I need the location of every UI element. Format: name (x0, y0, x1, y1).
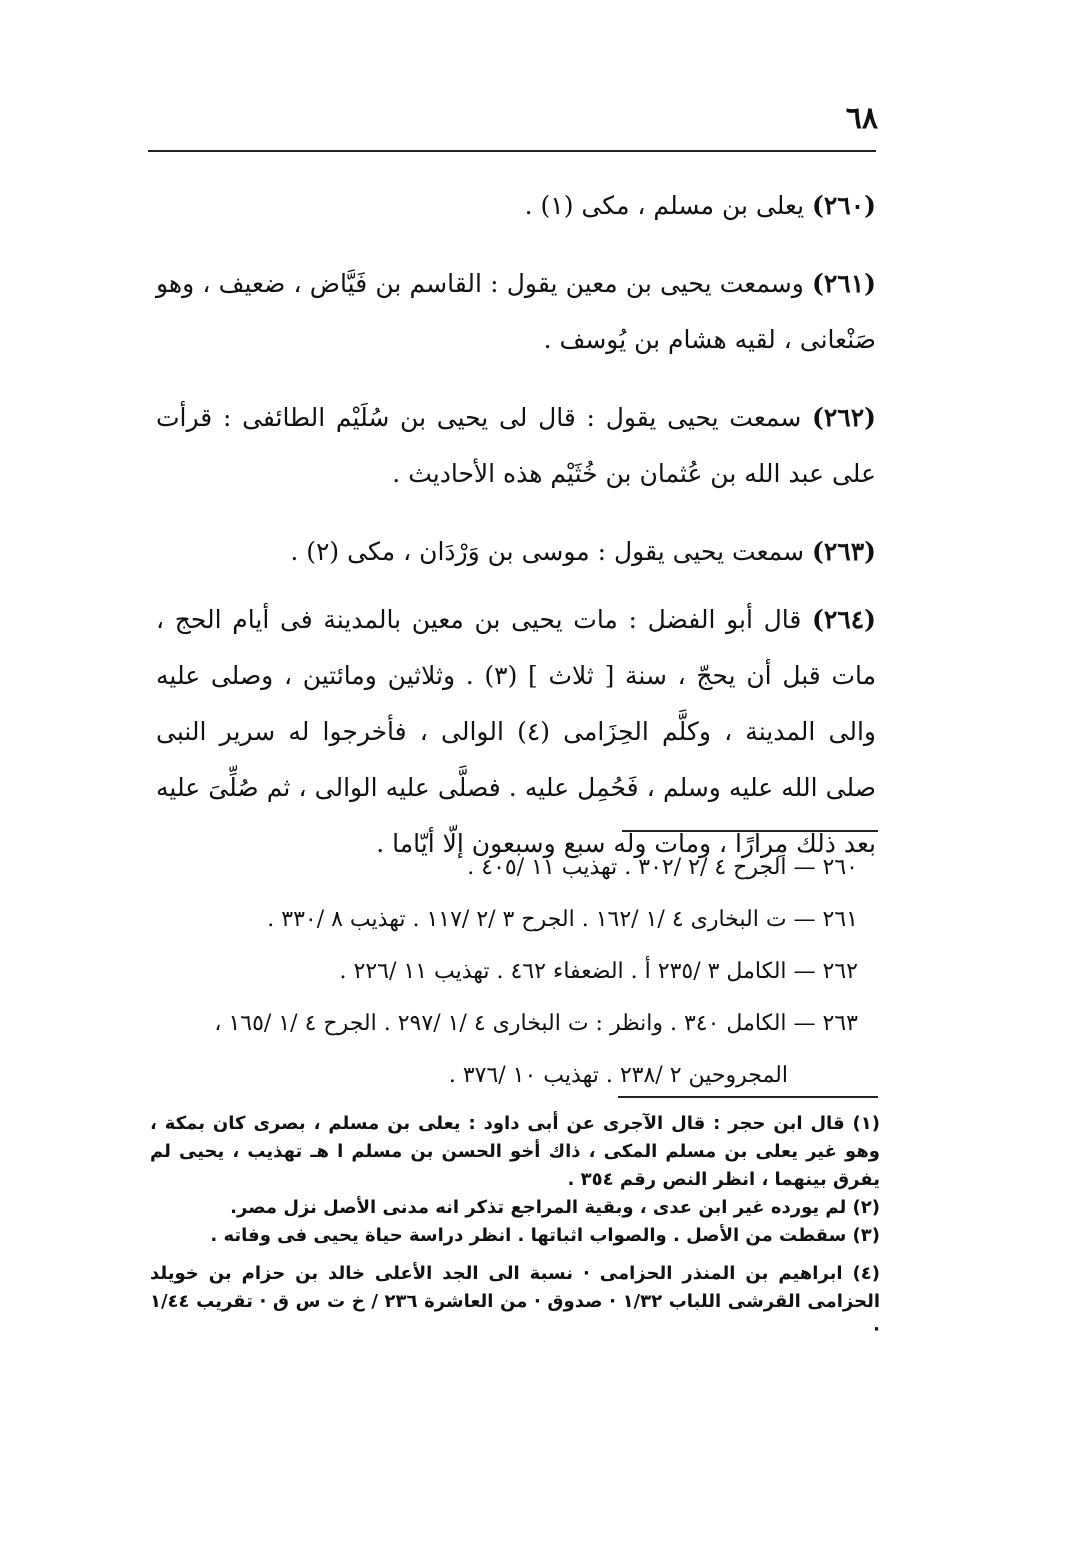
source-263: ٢٦٣ — الكامل ٣٤٠ . وانظر : ت البخارى ٤ /١ /٢٩٧ . الجرح ٤ /١ /١٦٥ ، المجروحين ٢ /٢٣٨ . تهذيب ١٠ /٣٧٦ . (158, 998, 858, 1102)
footnote-1: (١) قال ابن حجر : قال الآجرى عن أبى داود : يعلى بن مسلم ، بصرى كان بمكة ، وهو غير يعلى بن مسلم المكى ، ذاك أخو الحسن بن مسلم ا هـ تهذيب ، يحيى لم يفرق بينهما ، انظر النص رقم ٣٥٤ . (150, 1113, 880, 1190)
entry-text: وسمعت يحيى بن معين يقول : القاسم بن فَيَّاض ، ضعيف ، وهو صَنْعانى ، لقيه هشام بن يُوسف . (156, 269, 876, 354)
source-260: ٢٦٠ — الجرح ٤ /٢ /٣٠٢ . تهذيب ١١ /٤٠٥ . (467, 855, 858, 880)
footnote-2: (٢) لم يورده غير ابن عدى ، وبقية المراجع تذكر انه مدنى الأصل نزل مصر. (230, 1197, 880, 1218)
sources-list (158, 842, 858, 1102)
header-rule (148, 150, 876, 152)
source-261: ٢٦١ — ت البخارى ٤ /١ /١٦٢ . الجرح ٣ /٢ /١١٧ . تهذيب ٨ /٣٣٠ . (267, 907, 858, 932)
source-number: ٢٦١ (822, 907, 858, 932)
entry-260 (156, 178, 876, 234)
source-text-continued: المجروحين ٢ /٢٣٨ . تهذيب ١٠ /٣٧٦ . (448, 1063, 788, 1088)
footnote-3: (٣) سقطت من الأصل . والصواب اثباتها . انظر دراسة حياة يحيى فى وفاته . (210, 1225, 880, 1246)
entry-263 (156, 524, 876, 580)
entry-text: سمعت يحيى يقول : موسى بن وَرْدَان ، مكى (٢) . (290, 537, 805, 566)
source-text: الكامل ٣٤٠ . وانظر : ت البخارى ٤ /١ /٢٩٧ . الجرح ٤ /١ /١٦٥ ، (214, 1011, 787, 1036)
sources-rule (622, 830, 878, 832)
source-text: الجرح ٤ /٢ /٣٠٢ . تهذيب ١١ /٤٠٥ . (467, 855, 787, 880)
entry-262 (156, 390, 876, 502)
entry-261 (156, 256, 876, 368)
page-number: ٦٨ (845, 101, 878, 136)
entry-number: (٢٦٠) (812, 191, 876, 220)
footnote-4: (٤) ابراهيم بن المنذر الحزامى · نسبة الى الجد الأعلى خالد بن حزام بن خويلد الحزامى القرشى اللباب ١/٣٢ · صدوق · من العاشرة ٢٣٦ / خ ت س ق · تقريب ١/٤٤ · (150, 1263, 881, 1340)
source-262: ٢٦٢ — الكامل ٣ /٢٣٥ أ . الضعفاء ٤٦٢ . تهذيب ١١ /٢٢٦ . (339, 959, 858, 984)
entry-text: سمعت يحيى يقول : قال لى يحيى بن سُلَيْم الطائفى : قرأت على عبد الله بن عُثمان بن خُثَيْم هذه الأحاديث . (156, 403, 876, 488)
main-text (156, 178, 876, 894)
source-number: ٢٦٣ (822, 1011, 858, 1036)
source-text: ت البخارى ٤ /١ /١٦٢ . الجرح ٣ /٢ /١١٧ . تهذيب ٨ /٣٣٠ . (267, 907, 787, 932)
source-text: الكامل ٣ /٢٣٥ أ . الضعفاء ٤٦٢ . تهذيب ١١ /٢٢٦ . (339, 959, 787, 984)
entry-number: (٢٦١) (812, 269, 876, 298)
footnotes-rule (618, 1096, 878, 1098)
entry-number: (٢٦٤) (812, 605, 877, 634)
source-number: ٢٦٠ (822, 855, 858, 880)
entry-text: قال أبو الفضل : مات يحيى بن معين بالمدينة فى أيام الحج ، مات قبل أن يحجّ ، سنة [ ثلاث ] (٣) . وثلاثين ومائتين ، وصلى عليه والى المدينة ، وكلَّم الحِزَامى (٤) الوالى ، فأخرجوا له سرير النبى صلى الله عليه وسلم ، فَحُمِل عليه . فصلَّى عليه الوالى ، ثم صُلِّىَ عليه بعد ذلك مِرارًا ، ومات وله سبع وسبعون إلّا أيّاما . (156, 605, 876, 858)
footnotes (150, 1110, 880, 1344)
entry-number: (٢٦٣) (812, 537, 876, 566)
entry-text: يعلى بن مسلم ، مكى (١) . (524, 191, 805, 220)
entry-number: (٢٦٢) (812, 403, 876, 432)
source-number: ٢٦٢ (822, 959, 858, 984)
